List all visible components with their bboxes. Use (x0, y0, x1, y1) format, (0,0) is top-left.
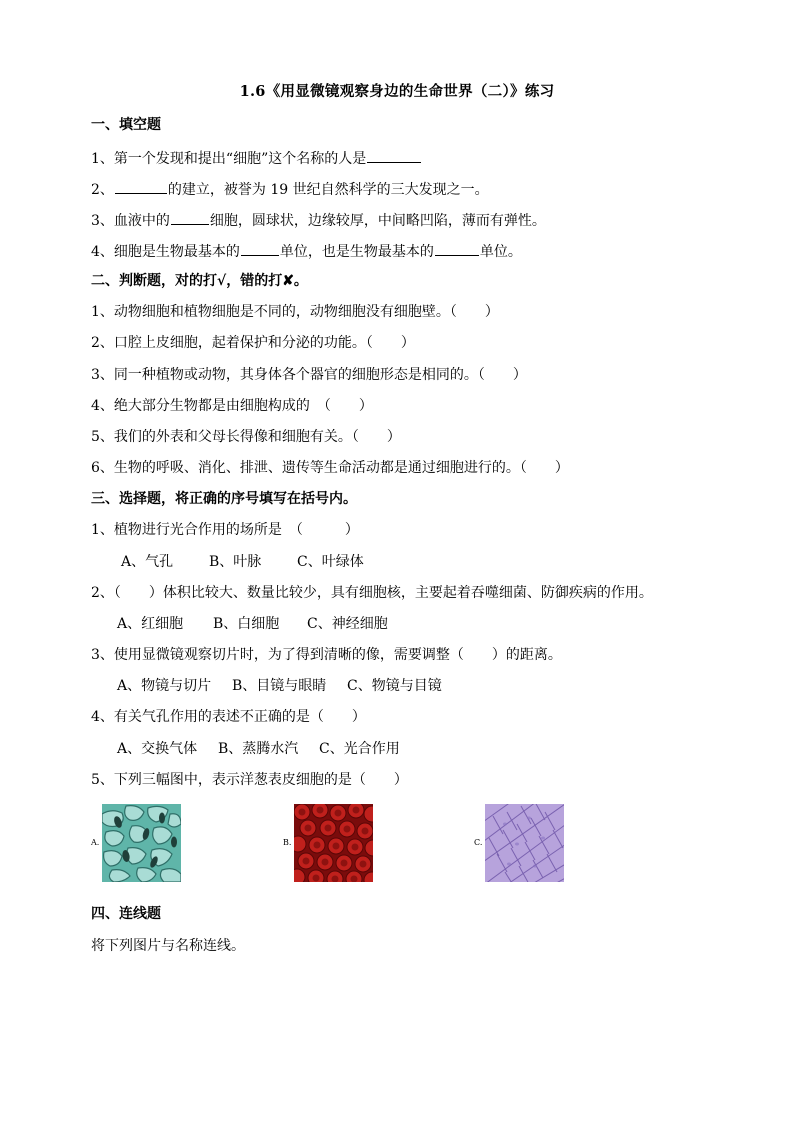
choice-question-1: 1、植物进行光合作用的场所是 （ ） (91, 522, 359, 538)
true-false-item-1: 1、动物细胞和植物细胞是不同的，动物细胞没有细胞壁。（ ） (91, 304, 499, 320)
fill-question-1-text: 1、第一个发现和提出“细胞”这个名称的人是 (91, 151, 367, 167)
answer-blank[interactable] (367, 148, 421, 163)
fill-question-2-prefix: 2、 (91, 182, 114, 198)
section-heading-true-false: 二、判断题，对的打√，错的打✘。 (91, 273, 308, 289)
choice-option-c: C、叶绿体 (297, 554, 364, 570)
choice-option-b: B、目镜与眼睛 (232, 678, 327, 694)
fill-question-3-suffix: 细胞，圆球状，边缘较厚，中间略凹陷，薄而有弹性。 (209, 213, 546, 229)
choice-option-a: A、物镜与切片 (117, 678, 212, 694)
choice-option-a: A、气孔 (121, 554, 174, 570)
fill-question-2 (91, 179, 489, 199)
choice-option-c: C、神经细胞 (307, 616, 388, 632)
section-heading-matching: 四、连线题 (91, 906, 161, 922)
true-false-item-2: 2、口腔上皮细胞，起着保护和分泌的功能。（ ） (91, 335, 415, 351)
choice-question-5: 5、下列三幅图中，表示洋葱表皮细胞的是（ ） (91, 772, 408, 788)
answer-blank[interactable] (171, 210, 209, 225)
leaf-stomata-cells-image (102, 804, 181, 882)
picture-label-c: C. (474, 838, 483, 847)
matching-instruction: 将下列图片与名称连线。 (91, 938, 245, 954)
fill-question-2-suffix: 的建立，被誉为 19 世纪自然科学的三大发现之一。 (167, 182, 489, 198)
choice-option-b: B、蒸腾水汽 (218, 741, 299, 757)
page-title: 1.6《用显微镜观察身边的生命世界（二）》练习 (239, 83, 555, 100)
answer-blank[interactable] (435, 241, 479, 256)
onion-epidermis-cells-image (485, 804, 564, 882)
fill-question-4 (91, 241, 522, 261)
red-blood-cells-image (294, 804, 373, 882)
picture-label-a: A. (91, 838, 100, 847)
answer-blank[interactable] (115, 179, 167, 194)
choice-question-4: 4、有关气孔作用的表述不正确的是（ ） (91, 709, 366, 725)
true-false-item-3: 3、同一种植物或动物，其身体各个器官的细胞形态是相同的。（ ） (91, 367, 527, 383)
true-false-item-6: 6、生物的呼吸、消化、排泄、遗传等生命活动都是通过细胞进行的。（ ） (91, 460, 569, 476)
true-false-item-4: 4、绝大部分生物都是由细胞构成的 （ ） (91, 398, 373, 414)
section-heading-multiple-choice: 三、选择题，将正确的序号填写在括号内。 (91, 491, 357, 507)
fill-question-4-suffix: 单位。 (479, 244, 522, 260)
choice-option-b: B、白细胞 (213, 616, 280, 632)
fill-question-4-prefix: 4、细胞是生物最基本的 (91, 244, 240, 260)
true-false-item-5: 5、我们的外表和父母长得像和细胞有关。（ ） (91, 429, 401, 445)
choice-option-c: C、物镜与目镜 (347, 678, 442, 694)
section-heading-fill-blank: 一、填空题 (91, 117, 161, 133)
choice-option-c: C、光合作用 (319, 741, 400, 757)
choice-option-a: A、红细胞 (117, 616, 184, 632)
choice-question-3: 3、使用显微镜观察切片时，为了得到清晰的像，需要调整（ ）的距离。 (91, 647, 562, 663)
picture-label-b: B. (283, 838, 292, 847)
fill-question-3-prefix: 3、血液中的 (91, 213, 170, 229)
fill-question-4-middle: 单位，也是生物最基本的 (279, 244, 434, 260)
answer-blank[interactable] (241, 241, 279, 256)
fill-question-3 (91, 210, 546, 230)
fill-question-1 (91, 148, 422, 168)
choice-option-a: A、交换气体 (117, 741, 198, 757)
choice-option-b: B、叶脉 (209, 554, 262, 570)
choice-question-2: 2、（ ）体积比较大、数量比较少，具有细胞核，主要起着吞噬细菌、防御疾病的作用。 (91, 585, 653, 601)
